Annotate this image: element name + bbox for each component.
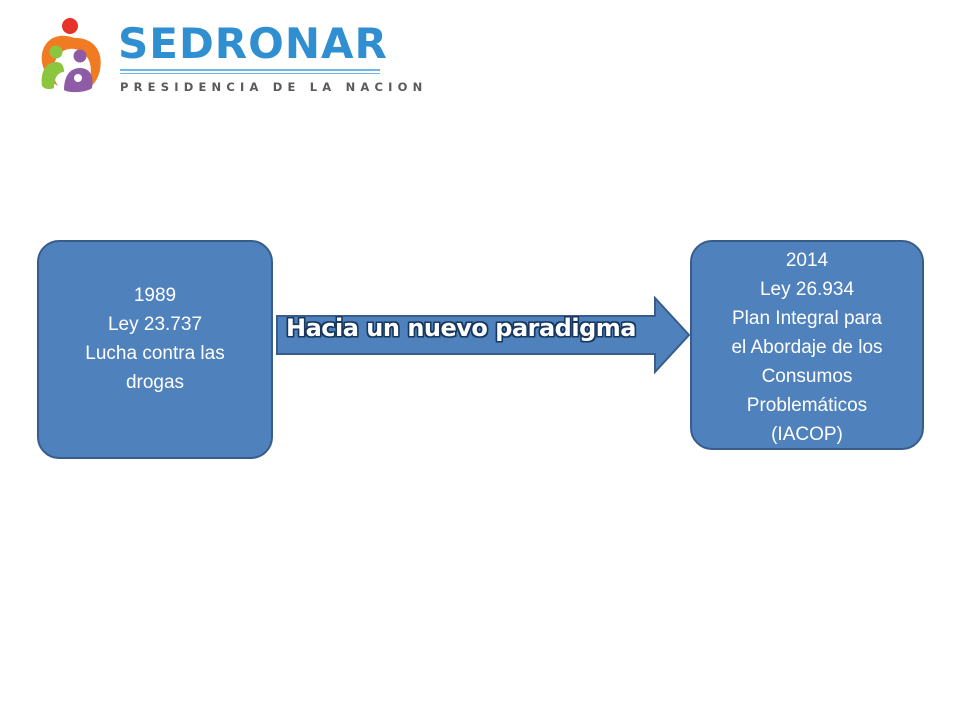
- box-2014-acronym: (IACOP): [771, 423, 843, 445]
- logo-rule: [120, 69, 380, 71]
- logo-wordmark: SEDRONAR: [118, 19, 388, 68]
- box-2014-desc-3: Consumos: [761, 365, 853, 387]
- box-2014-desc-1: Plan Integral para: [732, 307, 882, 329]
- logo-rule-thin: [120, 73, 380, 74]
- box-2014-desc-2: el Abordaje de los: [731, 336, 883, 358]
- box-2014: [690, 240, 924, 450]
- family-logo-icon: [34, 16, 108, 94]
- box-1989-law: Ley 23.737: [107, 313, 203, 335]
- box-2014-desc-4: Problemáticos: [746, 394, 868, 416]
- box-2014-law: Ley 26.934: [759, 278, 855, 300]
- logo-subtitle: PRESIDENCIA DE LA NACION: [120, 80, 428, 94]
- box-1989: [37, 240, 273, 459]
- sedronar-logo: [30, 14, 428, 100]
- box-1989-desc-2: drogas: [125, 371, 185, 393]
- box-2014-year: 2014: [785, 249, 829, 271]
- box-1989-year: 1989: [133, 284, 177, 306]
- arrow-label: Hacia un nuevo paradigma: [286, 314, 636, 342]
- box-1989-desc-1: Lucha contra las: [85, 342, 225, 364]
